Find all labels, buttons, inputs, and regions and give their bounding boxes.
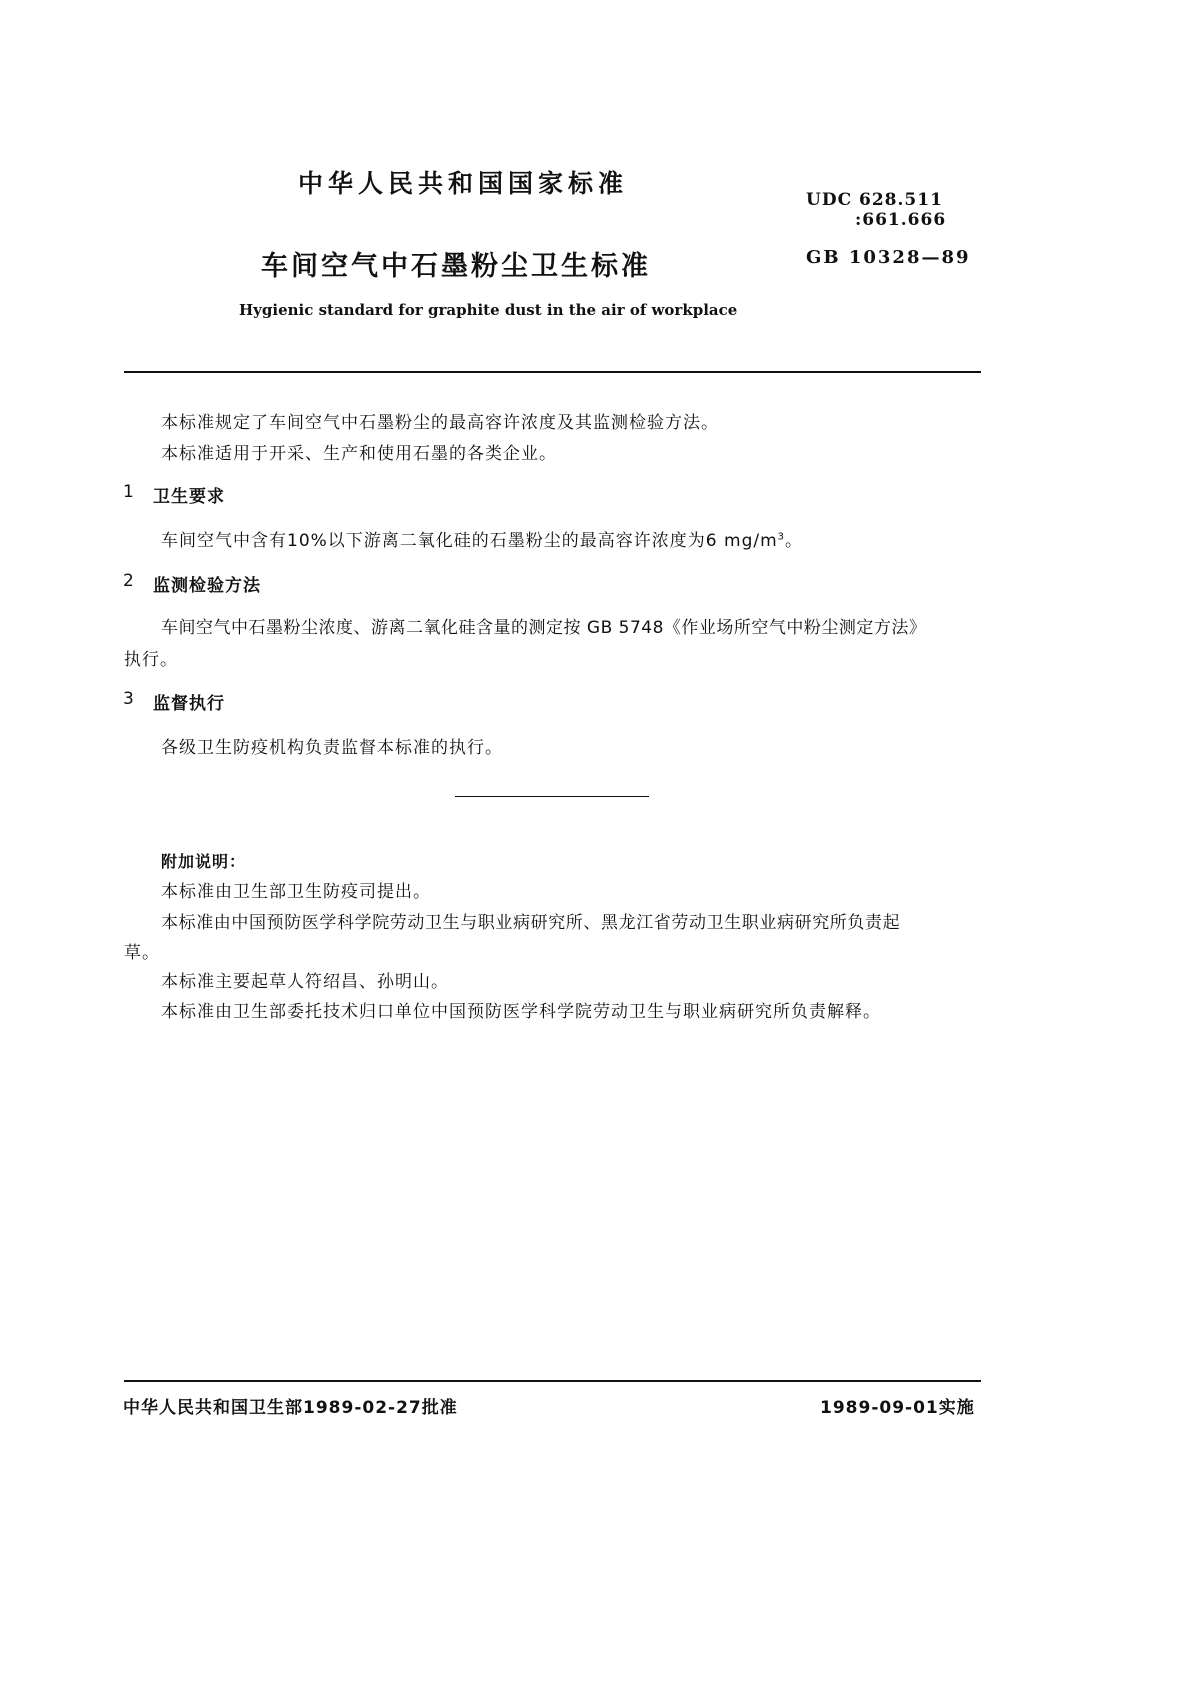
section-2-body-continuation: 执行。 <box>124 650 178 670</box>
approval-date: 中华人民共和国卫生部1989-02-27批准 <box>123 1398 458 1418</box>
footer-divider <box>124 1380 981 1382</box>
section-3-body: 各级卫生防疫机构负责监督本标准的执行。 <box>161 738 503 758</box>
document-title: 车间空气中石墨粉尘卫生标准 <box>261 251 651 282</box>
section-2-heading: 监测检验方法 <box>153 576 261 596</box>
udc-code-line1: UDC 628.511 <box>806 190 943 210</box>
notes-line-3: 本标准主要起草人符绍昌、孙明山。 <box>161 972 449 992</box>
section-1-number: 1 <box>123 482 135 502</box>
end-of-text-rule <box>455 796 649 797</box>
standard-code: GB 10328—89 <box>806 247 971 268</box>
intro-line-1: 本标准规定了车间空气中石墨粉尘的最高容许浓度及其监测检验方法。 <box>161 413 719 433</box>
unit-exponent: 3 <box>777 531 786 543</box>
notes-line-1: 本标准由卫生部卫生防疫司提出。 <box>161 882 431 902</box>
notes-title: 附加说明： <box>161 852 247 871</box>
section-3-heading: 监督执行 <box>153 694 225 714</box>
section-1-heading: 卫生要求 <box>153 487 225 507</box>
notes-line-4: 本标准由卫生部委托技术归口单位中国预防医学科学院劳动卫生与职业病研究所负责解释。 <box>161 1002 881 1022</box>
issuing-authority-title: 中华人民共和国国家标准 <box>298 169 629 198</box>
english-title: Hygienic standard for graphite dust in the air of workplace <box>239 301 738 319</box>
intro-line-2: 本标准适用于开采、生产和使用石墨的各类企业。 <box>161 444 557 464</box>
section-2-number: 2 <box>123 571 135 591</box>
section-3-number: 3 <box>123 689 135 709</box>
effective-date: 1989-09-01实施 <box>820 1398 975 1418</box>
section-1-body <box>161 526 803 551</box>
section-1-body-end: 。 <box>785 531 804 551</box>
section-2-body: 车间空气中石墨粉尘浓度、游离二氧化硅含量的测定按 GB 5748《作业场所空气中粉尘测定方法》 <box>161 618 927 638</box>
udc-code-line2: :661.666 <box>855 210 947 230</box>
section-1-body-text: 车间空气中含有10%以下游离二氧化硅的石墨粉尘的最高容许浓度为6 mg/m <box>161 531 778 551</box>
notes-line-2: 本标准由中国预防医学科学院劳动卫生与职业病研究所、黑龙江省劳动卫生职业病研究所负责起 <box>161 913 901 933</box>
notes-line-2-continuation: 草。 <box>124 943 160 963</box>
header-divider <box>124 371 981 373</box>
